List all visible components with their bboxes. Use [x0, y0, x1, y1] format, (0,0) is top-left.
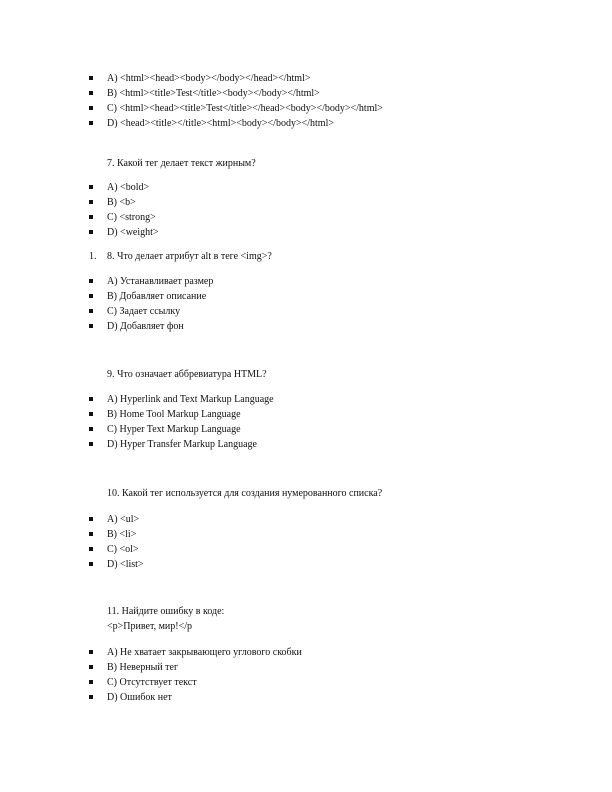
bullet-icon — [89, 185, 93, 189]
option-item: A) Не хватает закрывающего углового скобки — [0, 645, 612, 660]
question-8-options — [0, 274, 612, 334]
option-item: B) Home Tool Markup Language — [0, 407, 612, 422]
option-item: A) <bold> — [0, 180, 612, 195]
list-number: 1. — [89, 251, 97, 262]
bullet-icon — [89, 665, 93, 669]
question-6-options — [0, 71, 612, 131]
bullet-icon — [89, 442, 93, 446]
question-11-options — [0, 645, 612, 705]
bullet-icon — [89, 230, 93, 234]
bullet-icon — [89, 412, 93, 416]
option-item: C) Hyper Text Markup Language — [0, 422, 612, 437]
option-item: C) <ol> — [0, 542, 612, 557]
option-item: C) Задает ссылку — [0, 304, 612, 319]
bullet-icon — [89, 532, 93, 536]
bullet-icon — [89, 215, 93, 219]
bullet-icon — [89, 76, 93, 80]
bullet-icon — [89, 279, 93, 283]
bullet-icon — [89, 427, 93, 431]
bullet-icon — [89, 309, 93, 313]
option-item: A) <html><head><body></body></head></html> — [0, 71, 612, 86]
option-item: D) <head><title></title><html><body></body></html> — [0, 116, 612, 131]
question-11-text: 11. Найдите ошибку в коде: — [107, 606, 225, 617]
option-item: B) <b> — [0, 195, 612, 210]
option-item: A) <ul> — [0, 512, 612, 527]
option-item: D) Hyper Transfer Markup Language — [0, 437, 612, 452]
bullet-icon — [89, 324, 93, 328]
bullet-icon — [89, 547, 93, 551]
bullet-icon — [89, 650, 93, 654]
bullet-icon — [89, 294, 93, 298]
bullet-icon — [89, 517, 93, 521]
bullet-icon — [89, 397, 93, 401]
bullet-icon — [89, 562, 93, 566]
option-item: B) Неверный тег — [0, 660, 612, 675]
option-item: B) Добавляет описание — [0, 289, 612, 304]
bullet-icon — [89, 680, 93, 684]
bullet-icon — [89, 91, 93, 95]
question-10-options — [0, 512, 612, 572]
option-item: B) <html><title>Test</title><body></body></html> — [0, 86, 612, 101]
question-9-options — [0, 392, 612, 452]
bullet-icon — [89, 106, 93, 110]
question-10-text: 10. Какой тег используется для создания нумерованного списка? — [107, 488, 383, 499]
option-item: D) <list> — [0, 557, 612, 572]
option-item: D) <weight> — [0, 225, 612, 240]
option-item: D) Ошибок нет — [0, 690, 612, 705]
option-item: B) <li> — [0, 527, 612, 542]
option-item: C) Отсутствует текст — [0, 675, 612, 690]
question-9-text: 9. Что означает аббревиатура HTML? — [107, 369, 267, 380]
question-8-text: 8. Что делает атрибут alt в теге <img>? — [107, 251, 272, 262]
bullet-icon — [89, 200, 93, 204]
question-7-text: 7. Какой тег делает текст жирным? — [107, 158, 256, 169]
bullet-icon — [89, 695, 93, 699]
bullet-icon — [89, 121, 93, 125]
option-item: C) <html><head><title>Test</title></head><body></body></html> — [0, 101, 612, 116]
question-11-code: <p>Привет, мир!</p — [107, 621, 192, 632]
option-item: D) Добавляет фон — [0, 319, 612, 334]
option-item: A) Hyperlink and Text Markup Language — [0, 392, 612, 407]
question-7-options — [0, 180, 612, 240]
option-item: A) Устанавливает размер — [0, 274, 612, 289]
option-item: C) <strong> — [0, 210, 612, 225]
